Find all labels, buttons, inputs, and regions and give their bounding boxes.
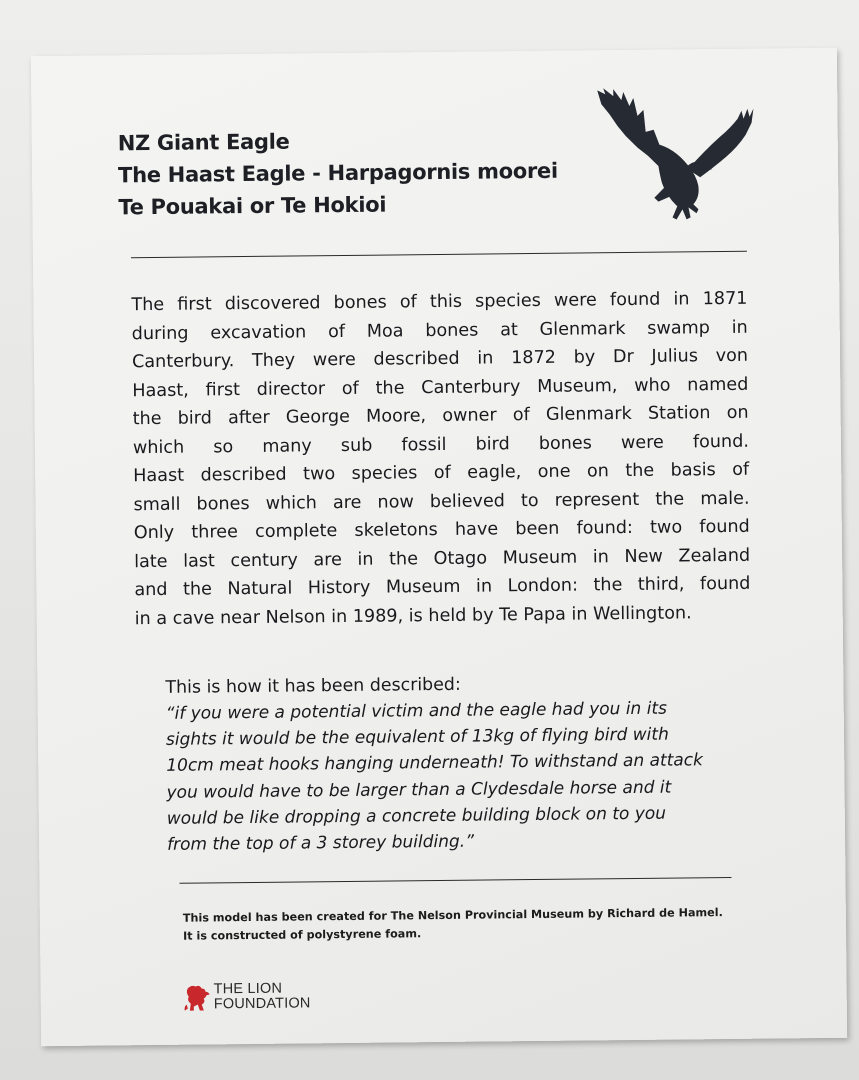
model-credit xyxy=(183,904,723,946)
description-line: small bones which are now believed to represent the male. xyxy=(133,488,750,515)
description-line: in a cave near Nelson in 1989, is held by Te Papa in Wellington. xyxy=(134,602,692,629)
description-line: Canterbury. They were described in 1872 by Dr Julius von xyxy=(131,345,749,373)
description-line: during excavation of Moa bones at Glenmark swamp in xyxy=(131,317,748,344)
title-line-scientific-name: The Haast Eagle - Harpagornis moorei xyxy=(117,158,558,188)
title-line-common-name: NZ Giant Eagle xyxy=(117,129,290,156)
title-line-maori-name: Te Pouakai or Te Hokioi xyxy=(118,192,387,220)
quote-line: sights it would be the equivalent of 13kg of flying bird with xyxy=(165,724,669,751)
description-line: The first discovered bones of this species were found in 1871 xyxy=(131,288,748,316)
description-line: which so many sub fossil bird bones were found. xyxy=(132,431,750,458)
description-line: late last century are in the Otago Museum in New Zealand xyxy=(134,545,751,572)
description-line: Only three complete skeletons have been found: two found xyxy=(133,516,750,544)
divider-top xyxy=(131,251,747,258)
divider-bottom xyxy=(180,877,732,884)
description-line: and the Natural History Museum in London: the third, found xyxy=(134,573,751,601)
description-paragraph xyxy=(131,285,751,633)
wordmark-line: FOUNDATION xyxy=(213,995,311,1013)
credit-line: This model has been created for The Nelson Provincial Museum by Richard de Hamel. xyxy=(182,906,723,925)
wordmark-line: THE LION xyxy=(213,980,283,998)
quote-intro: This is how it has been described: xyxy=(165,674,461,698)
eagle-silhouette-icon xyxy=(591,85,757,227)
credit-line: It is constructed of polystyrene foam. xyxy=(182,927,422,943)
quote-line: 10cm meat hooks hanging underneath! To withstand an attack xyxy=(166,750,704,777)
description-line: Haast, first director of the Canterbury Museum, who named xyxy=(132,374,749,401)
quote-line: you would have to be larger than a Clydesdale horse and it xyxy=(166,777,672,803)
lion-emblem-icon xyxy=(184,982,212,1014)
quote-line: “if you were a potential victim and the eagle had you in its xyxy=(165,698,668,724)
sign-title xyxy=(118,123,559,224)
quote-line: from the top of a 3 storey building.” xyxy=(166,831,475,855)
lion-foundation-wordmark xyxy=(214,981,311,1012)
quote-line: would be like dropping a concrete building block on to you xyxy=(166,803,667,829)
museum-info-sign xyxy=(31,48,847,1046)
lion-foundation-logo xyxy=(184,981,384,1015)
description-line: Haast described two species of eagle, one on the basis of xyxy=(133,459,750,487)
quote-block xyxy=(166,695,734,858)
description-line: the bird after George Moore, owner of Glenmark Station on xyxy=(132,402,749,430)
